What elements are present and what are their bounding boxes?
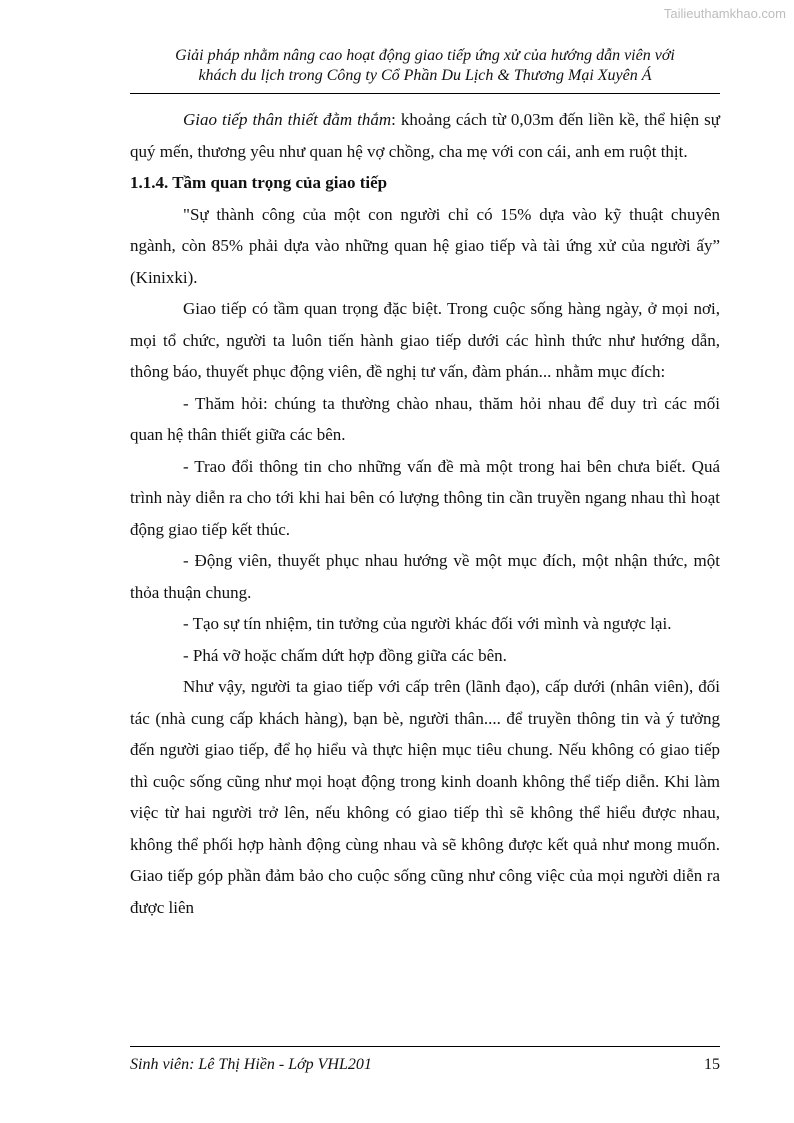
definition-text: : khoảng cách từ 0,03m đến liền kề, thể hiện sự quý mến, thương yêu như quan hệ vợ chồng, cha mẹ với con cái, anh em ruột thịt. [130, 110, 720, 161]
bullet-trust: - Tạo sự tín nhiệm, tin tưởng của người khác đối với mình và ngược lại. [183, 614, 672, 633]
running-header [130, 46, 720, 86]
footer-student-info: Sinh viên: Lê Thị Hiền - Lớp VHL201 [130, 1056, 372, 1073]
bullet-information-exchange: - Trao đổi thông tin cho những vấn đề mà một trong hai bên chưa biết. Quá trình này diễn ra cho tới khi hai bên có lượng thông tin cần truyền ngang nhau thì hoạt động giao tiếp kết thúc. [130, 456, 720, 539]
term-intimate-communication: Giao tiếp thân thiết đằm thắm [183, 110, 392, 129]
bullet-contract: - Phá vỡ hoặc chấm dứt hợp đồng giữa các bên. [183, 645, 507, 665]
footer-divider [130, 1046, 720, 1047]
page-number: 15 [704, 1056, 720, 1073]
watermark: Tailieuthamkhao.com [663, 6, 786, 21]
paragraph-importance: Giao tiếp có tầm quan trọng đặc biệt. Trong cuộc sống hàng ngày, ở mọi nơi, mọi tổ chức, người ta luôn tiến hành giao tiếp dưới các hình thức như hướng dẫn, thông báo, thuyết phục động viên, đề nghị tư vấn, đàm phán... nhằm mục đích: [130, 299, 720, 381]
header-line-2: khách du lịch trong Công ty Cổ Phần Du Lịch & Thương Mại Xuyên Á [198, 67, 652, 84]
section-heading: 1.1.4. Tầm quan trọng của giao tiếp [130, 173, 388, 192]
quote-paragraph: "Sự thành công của một con người chỉ có 15% dựa vào kỹ thuật chuyên ngành, còn 85% phải dựa vào những quan hệ giao tiếp và tài ứng xử của người ấy” (Kinixki). [130, 204, 720, 287]
paragraph-intimate-communication [130, 104, 720, 167]
header-divider [130, 93, 720, 94]
header-line-1: Giải pháp nhằm nâng cao hoạt động giao tiếp ứng xử của hướng dẫn viên với [175, 47, 675, 64]
bullet-greeting: - Thăm hỏi: chúng ta thường chào nhau, thăm hỏi nhau để duy trì các mối quan hệ thân thiết giữa các bên. [130, 393, 720, 444]
paragraph-conclusion: Như vậy, người ta giao tiếp với cấp trên (lãnh đạo), cấp dưới (nhân viên), đối tác (nhà cung cấp khách hàng), bạn bè, người thân.... để truyền thông tin và ý tưởng đến người giao tiếp, để họ hiểu và thực hiện mục tiêu chung. Nếu không có giao tiếp thì cuộc sống cũng như mọi hoạt động trong kinh doanh không thể tiếp diễn. Khi làm việc từ hai người trở lên, nếu không có giao tiếp thì sẽ không thể hiểu được nhau, không thể phối hợp hành động cùng nhau và sẽ không được kết quả như mong muốn. Giao tiếp góp phần đảm bảo cho cuộc sống cũng như công việc của mọi người diễn ra được liên [130, 677, 720, 917]
page-footer [130, 1056, 720, 1074]
page-content [130, 104, 720, 923]
bullet-motivation: - Động viên, thuyết phục nhau hướng về một mục đích, một nhận thức, một thỏa thuận chung. [130, 551, 720, 602]
